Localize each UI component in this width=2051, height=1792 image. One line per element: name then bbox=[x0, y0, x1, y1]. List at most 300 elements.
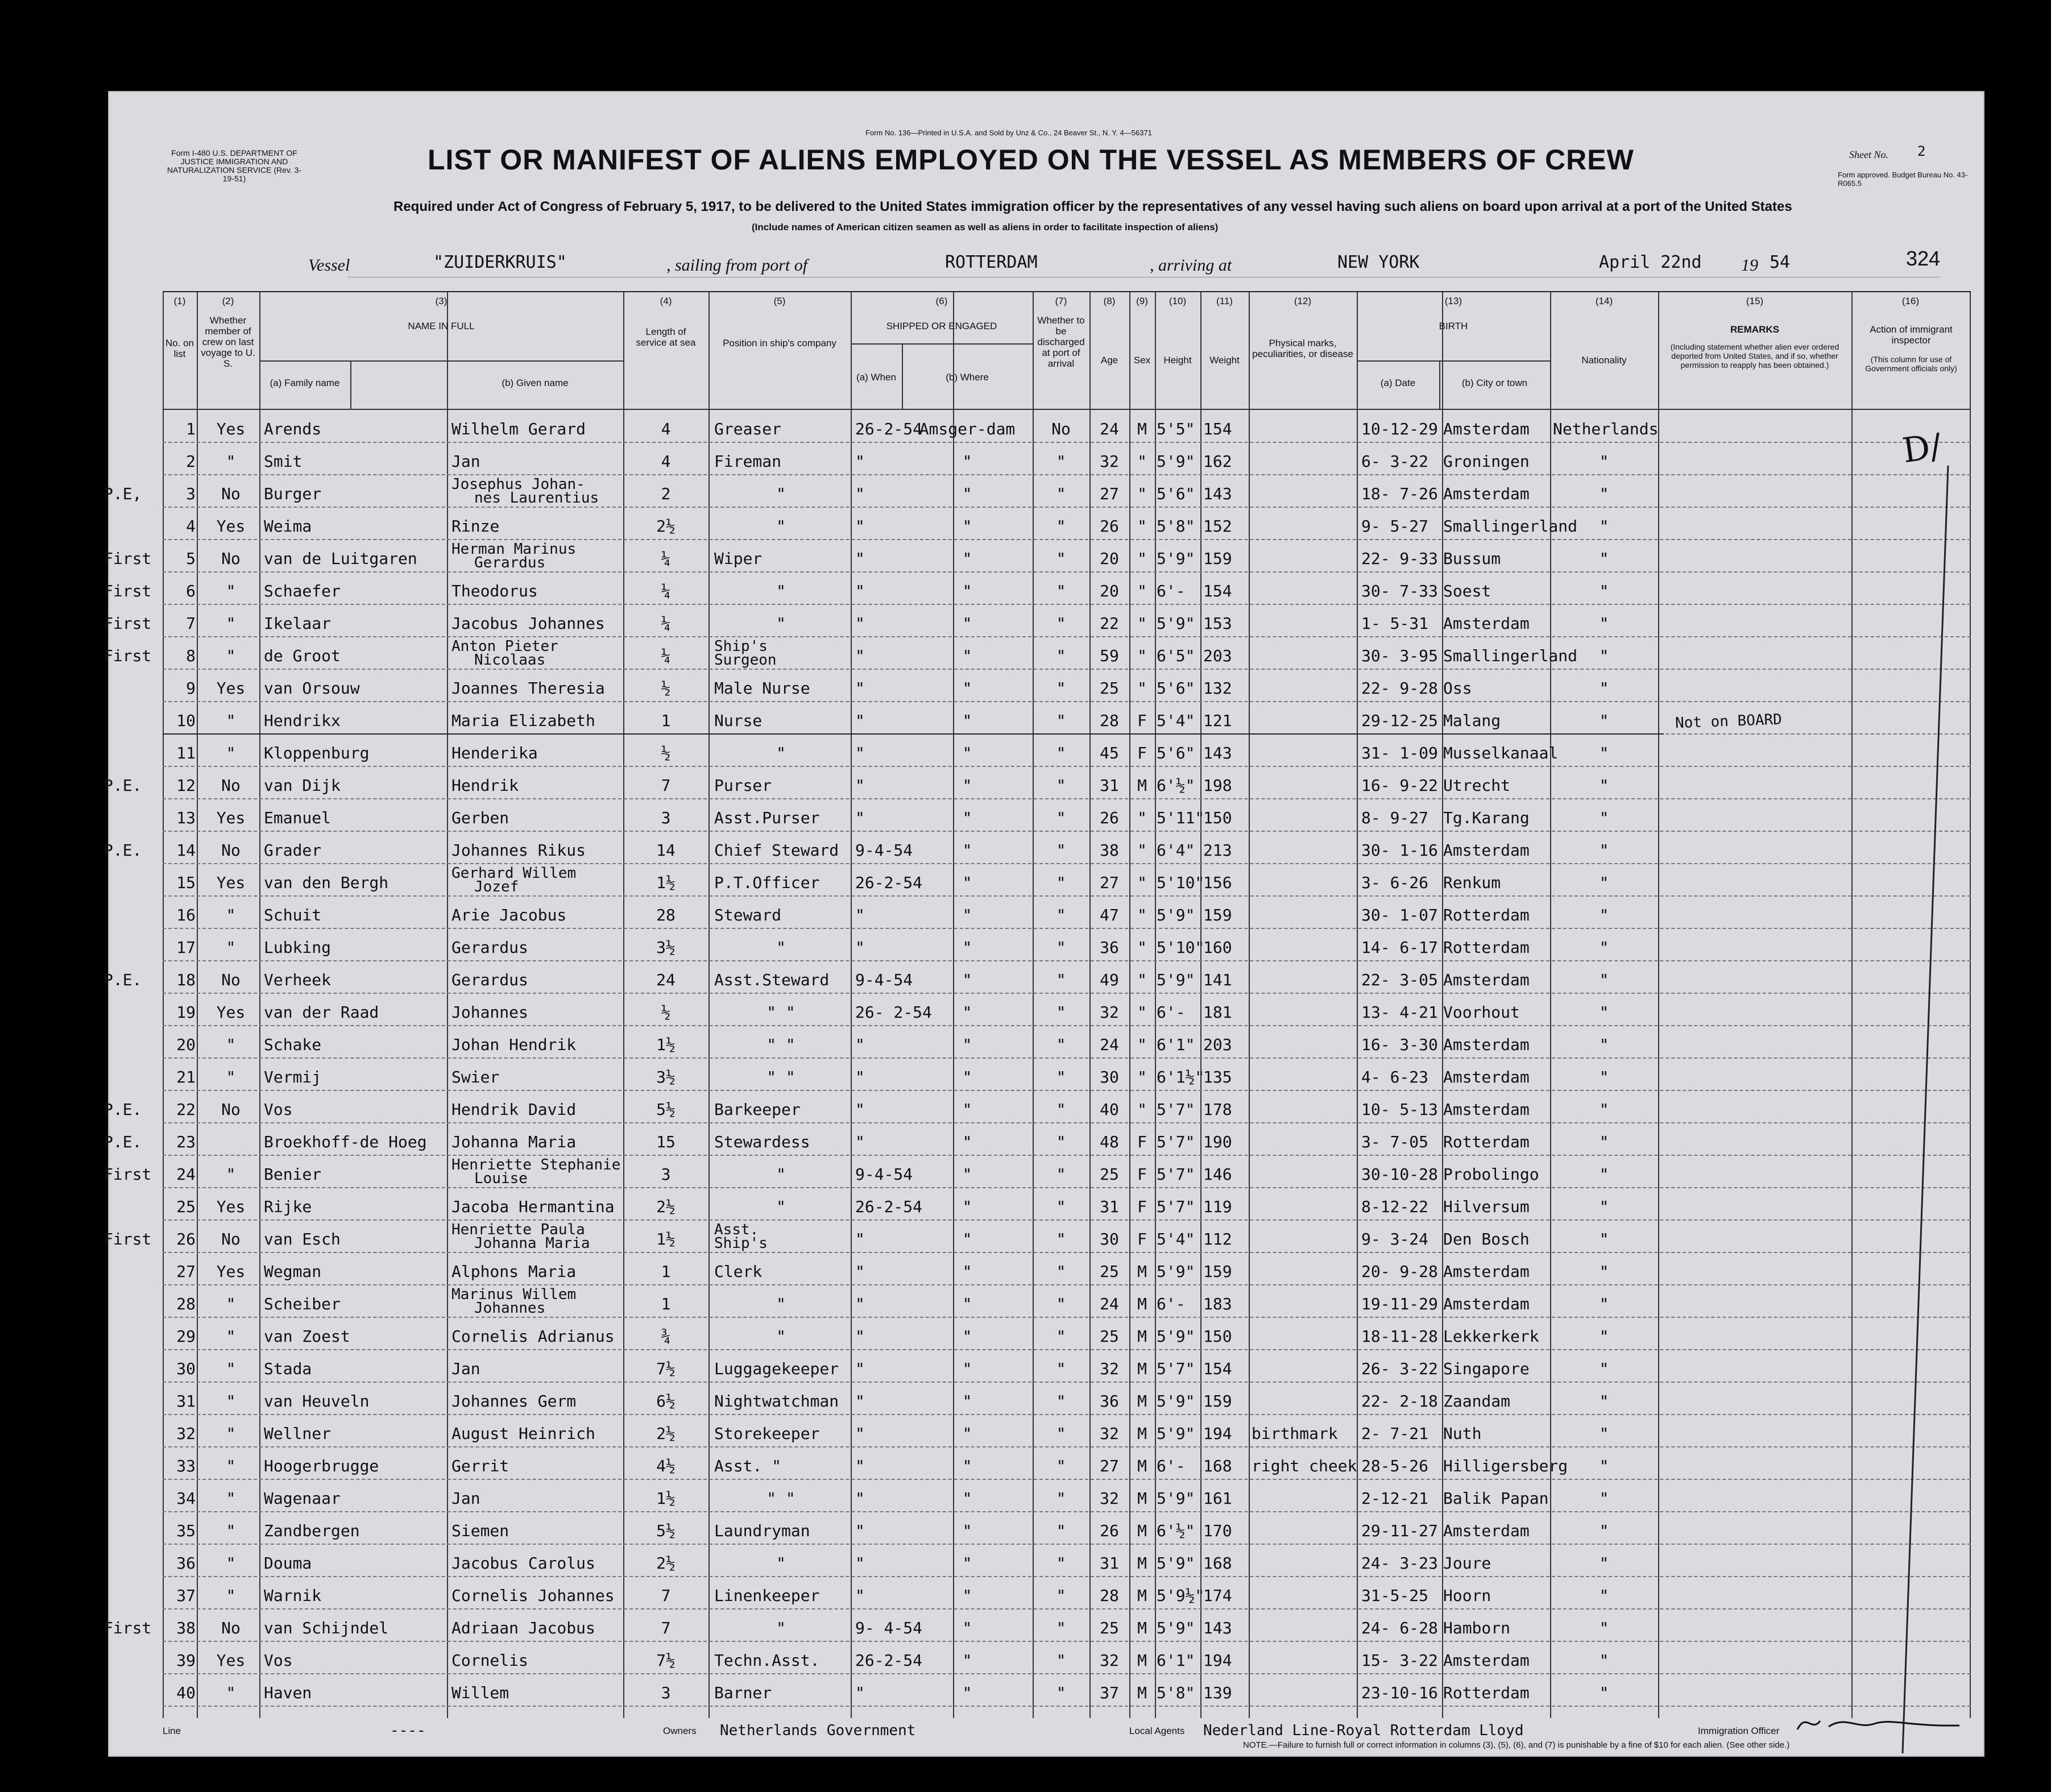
cell-sex: M bbox=[1137, 1359, 1147, 1378]
table-row bbox=[103, 1125, 1971, 1155]
cell-where: " bbox=[962, 517, 972, 536]
cell-no: 11 bbox=[176, 744, 196, 762]
cell-family-name: Arends bbox=[264, 420, 322, 438]
cell-prev-voyage: " bbox=[226, 1489, 236, 1508]
cell-family-name: van de Luitgaren bbox=[264, 549, 417, 568]
cell-position: " bbox=[776, 1197, 786, 1216]
cell-position: " bbox=[776, 1619, 786, 1637]
cell-position: Storekeeper bbox=[714, 1424, 820, 1443]
cell-sex: " bbox=[1137, 938, 1147, 957]
cell-given-name: Rinze bbox=[451, 517, 500, 536]
given-name-line-2: Louise bbox=[474, 1170, 528, 1187]
cell-nationality: " bbox=[1599, 1554, 1609, 1573]
cell-birth-date: 30- 1-16 bbox=[1361, 841, 1438, 860]
cell-sex: " bbox=[1137, 452, 1147, 471]
cell-birth-city: Bussum bbox=[1443, 549, 1501, 568]
inspector-mark: D/ bbox=[1900, 426, 1944, 471]
cell-service: 4 bbox=[661, 420, 671, 438]
cell-where: " bbox=[962, 906, 972, 924]
cell-service: 3 bbox=[661, 1165, 671, 1184]
cell-given-name: Johannes Germ bbox=[451, 1392, 577, 1411]
cell-weight: 154 bbox=[1203, 420, 1232, 438]
cell-prev-voyage: Yes bbox=[216, 1651, 246, 1670]
cell-where: " bbox=[962, 744, 972, 762]
cell-prev-voyage: " bbox=[226, 1392, 236, 1411]
cell-no: 20 bbox=[176, 1035, 196, 1054]
cell-sex: M bbox=[1137, 1424, 1147, 1443]
cell-height: 5'11" bbox=[1157, 808, 1205, 827]
cell-where: " bbox=[962, 711, 972, 730]
cell-service: 7½ bbox=[656, 1651, 676, 1670]
margin-note: First bbox=[103, 614, 152, 633]
cell-prev-voyage: Yes bbox=[216, 873, 246, 892]
cell-where: " bbox=[962, 1359, 972, 1378]
cell-prev-voyage: " bbox=[226, 1424, 236, 1443]
cell-given-name bbox=[451, 866, 576, 894]
cell-prev-voyage: " bbox=[226, 1683, 236, 1702]
cell-sex: F bbox=[1137, 1197, 1147, 1216]
cell-family-name: van Esch bbox=[264, 1230, 341, 1248]
cell-service: 2½ bbox=[656, 517, 676, 536]
cell-service: 1 bbox=[661, 1262, 671, 1281]
cell-when: " bbox=[855, 1068, 865, 1086]
cell-where: " bbox=[962, 1068, 972, 1086]
margin-note: First bbox=[103, 1619, 152, 1637]
cell-birth-date: 22- 3-05 bbox=[1361, 970, 1438, 989]
cell-no: 5 bbox=[186, 549, 196, 568]
cell-given-name: Wilhelm Gerard bbox=[451, 420, 586, 438]
cell-weight: 194 bbox=[1203, 1424, 1232, 1443]
table-row bbox=[163, 898, 1971, 928]
cell-birth-city: Soest bbox=[1443, 582, 1491, 600]
cell-given-name: Johannes Rikus bbox=[451, 841, 586, 860]
cell-nationality: " bbox=[1599, 1619, 1609, 1637]
statute-text: Required under Act of Congress of February 5, 1917, to be delivered to the United States immigration officer by the representatives of any vessel having such aliens on board upon arrival at a port of the United States bbox=[393, 199, 1792, 214]
margin-note: P.E. bbox=[103, 1133, 142, 1151]
cell-given-name: Gerben bbox=[451, 808, 509, 827]
cell-discharged: " bbox=[1056, 452, 1066, 471]
cell-where: " bbox=[962, 1554, 972, 1573]
cell-no: 24 bbox=[176, 1165, 196, 1184]
cell-service: 1½ bbox=[656, 1230, 676, 1248]
sheet-label: Sheet No. bbox=[1849, 149, 1888, 160]
cell-age: 24 bbox=[1100, 420, 1119, 438]
cell-age: 25 bbox=[1100, 1165, 1119, 1184]
agents-label: Local Agents bbox=[1129, 1725, 1185, 1736]
line-value: ---- bbox=[390, 1722, 426, 1739]
cell-when: " bbox=[855, 1392, 865, 1411]
cell-when: " bbox=[855, 1100, 865, 1119]
cell-birth-date: 30- 7-33 bbox=[1361, 582, 1438, 600]
cell-sex: " bbox=[1137, 549, 1147, 568]
stamp-number: 324 bbox=[1906, 247, 1941, 270]
cell-nationality: " bbox=[1599, 582, 1609, 600]
margin-note: First bbox=[103, 1165, 152, 1184]
cell-when: " bbox=[855, 938, 865, 957]
cell-family-name: Burger bbox=[264, 484, 322, 503]
cell-age: 49 bbox=[1100, 970, 1119, 989]
cell-sex: M bbox=[1137, 776, 1147, 795]
margin-note: First bbox=[103, 582, 152, 600]
cell-family-name: Vos bbox=[264, 1100, 293, 1119]
cell-no: 38 bbox=[176, 1619, 196, 1637]
cell-prev-voyage: No bbox=[221, 1230, 241, 1248]
cell-birth-city: Den Bosch bbox=[1443, 1230, 1530, 1248]
cell-birth-city: Balik Papan bbox=[1443, 1489, 1549, 1508]
cell-birth-date: 13- 4-21 bbox=[1361, 1003, 1438, 1022]
margin-note: First bbox=[103, 549, 152, 568]
cell-birth-city: Musselkanaal bbox=[1443, 744, 1559, 762]
col-no: No. on list bbox=[165, 338, 194, 359]
cell-no: 37 bbox=[176, 1586, 196, 1605]
cell-sex: " bbox=[1137, 1035, 1147, 1054]
cell-sex: " bbox=[1137, 1068, 1147, 1086]
cell-nationality: " bbox=[1599, 970, 1609, 989]
cell-no: 3 bbox=[186, 484, 196, 503]
col-prev-voyage: Whether member of crew on last voyage to U. S. bbox=[201, 315, 255, 369]
given-name-line-2: Jozef bbox=[474, 878, 519, 895]
cell-birth-city: Amsterdam bbox=[1443, 841, 1530, 860]
table-row bbox=[103, 1221, 1971, 1252]
cell-prev-voyage: " bbox=[226, 744, 236, 762]
cell-prev-voyage: " bbox=[226, 1521, 236, 1540]
col-num-16: (16) bbox=[1901, 296, 1920, 306]
cell-sex: M bbox=[1137, 1457, 1147, 1475]
sailing-label: , sailing from port of bbox=[666, 256, 808, 275]
cell-when: " bbox=[855, 711, 865, 730]
cell-family-name: van Schijndel bbox=[264, 1619, 389, 1637]
cell-weight: 168 bbox=[1203, 1457, 1232, 1475]
cell-nationality: " bbox=[1599, 841, 1609, 860]
cell-discharged: " bbox=[1056, 873, 1066, 892]
cell-height: 5'9" bbox=[1157, 1489, 1195, 1508]
cell-when: " bbox=[855, 1327, 865, 1346]
table-row bbox=[103, 768, 1971, 799]
department-block: Form I-480 U.S. DEPARTMENT OF JUSTICE IMMIGRATION AND NATURALIZATION SERVICE (Rev. 3-19-51) bbox=[167, 148, 302, 183]
cell-position: " " bbox=[766, 1035, 795, 1054]
col-num-2: (2) bbox=[222, 296, 234, 306]
cell-weight: 112 bbox=[1203, 1230, 1232, 1248]
cell-discharged: " bbox=[1056, 1100, 1066, 1119]
cell-weight: 203 bbox=[1203, 1035, 1232, 1054]
cell-given-name: Gerrit bbox=[451, 1457, 509, 1475]
cell-family-name: Rijke bbox=[264, 1197, 312, 1216]
cell-given-name bbox=[451, 1223, 590, 1250]
cell-no: 1 bbox=[186, 420, 196, 438]
cell-given-name: Adriaan Jacobus bbox=[451, 1619, 595, 1637]
cell-discharged: " bbox=[1056, 938, 1066, 957]
cell-nationality: " bbox=[1599, 808, 1609, 827]
table-row bbox=[163, 1481, 1971, 1512]
cell-family-name: Schaefer bbox=[264, 582, 341, 600]
margin-note: P.E. bbox=[103, 970, 142, 989]
cell-given-name: Gerardus bbox=[451, 970, 528, 989]
cell-height: 6'- bbox=[1157, 582, 1186, 600]
cell-birth-city: Amsterdam bbox=[1443, 970, 1530, 989]
cell-height: 5'4" bbox=[1157, 1230, 1195, 1248]
cell-no: 16 bbox=[176, 906, 196, 924]
cell-nationality: " bbox=[1599, 1197, 1609, 1216]
cell-weight: 159 bbox=[1203, 1392, 1232, 1411]
cell-service: 2½ bbox=[656, 1554, 676, 1573]
table-row bbox=[163, 1254, 1971, 1285]
cell-family-name: Grader bbox=[264, 841, 322, 860]
year-value: 54 bbox=[1770, 252, 1791, 272]
cell-no: 34 bbox=[176, 1489, 196, 1508]
cell-sex: " bbox=[1137, 679, 1147, 698]
cell-nationality: " bbox=[1599, 484, 1609, 503]
cell-prev-voyage: " bbox=[226, 1554, 236, 1573]
cell-when: 9-4-54 bbox=[855, 970, 913, 989]
cell-height: 5'8" bbox=[1157, 1683, 1195, 1702]
cell-discharged: " bbox=[1056, 1197, 1066, 1216]
cell-given-name: Jacobus Carolus bbox=[451, 1554, 595, 1573]
cell-position: Linenkeeper bbox=[714, 1586, 820, 1605]
cell-position: Barner bbox=[714, 1683, 772, 1702]
cell-nationality: " bbox=[1599, 549, 1609, 568]
cell-when: " bbox=[855, 1035, 865, 1054]
cell-weight: 143 bbox=[1203, 1619, 1232, 1637]
cell-given-name: Swier bbox=[451, 1068, 500, 1086]
given-name-line-1: Josephus Johan- bbox=[451, 476, 585, 493]
cell-service: 7 bbox=[661, 776, 671, 795]
cell-position: Nightwatchman bbox=[714, 1392, 839, 1411]
cell-service: 1½ bbox=[656, 1489, 676, 1508]
cell-discharged: " bbox=[1056, 614, 1066, 633]
table-row bbox=[163, 1416, 1971, 1447]
cell-birth-date: 3- 7-05 bbox=[1361, 1133, 1429, 1151]
cell-discharged: " bbox=[1056, 841, 1066, 860]
crew-table bbox=[103, 291, 1971, 1718]
cell-nationality: " bbox=[1599, 711, 1609, 730]
cell-no: 6 bbox=[186, 582, 196, 600]
cell-family-name: Vermij bbox=[264, 1068, 322, 1086]
cell-weight: 159 bbox=[1203, 906, 1232, 924]
cell-birth-date: 30- 1-07 bbox=[1361, 906, 1438, 924]
cell-family-name: Zandbergen bbox=[264, 1521, 360, 1540]
cell-sex: F bbox=[1137, 744, 1147, 762]
table-row bbox=[103, 1611, 1971, 1641]
cell-height: 5'6" bbox=[1157, 679, 1195, 698]
col-num-12: (12) bbox=[1294, 296, 1312, 306]
cell-family-name: van Zoest bbox=[264, 1327, 350, 1346]
cell-age: 59 bbox=[1100, 646, 1119, 665]
cell-family-name: van der Raad bbox=[264, 1003, 379, 1022]
cell-birth-date: 22- 9-33 bbox=[1361, 549, 1438, 568]
col-when: (a) When bbox=[856, 372, 896, 383]
cell-weight: 213 bbox=[1203, 841, 1232, 860]
cell-sex: M bbox=[1137, 1262, 1147, 1281]
cell-when: " bbox=[855, 549, 865, 568]
col-num-7: (7) bbox=[1055, 296, 1067, 306]
cell-family-name: Wagenaar bbox=[264, 1489, 341, 1508]
cell-birth-city: Oss bbox=[1443, 679, 1472, 698]
cell-height: 6'- bbox=[1157, 1295, 1186, 1313]
cell-where: " bbox=[962, 938, 972, 957]
cell-age: 25 bbox=[1100, 1327, 1119, 1346]
vessel-label: Vessel bbox=[308, 256, 350, 275]
cell-sex: M bbox=[1137, 1295, 1147, 1313]
cell-no: 15 bbox=[176, 873, 196, 892]
cell-nationality: " bbox=[1599, 938, 1609, 957]
table-row bbox=[163, 1287, 1971, 1317]
cell-where: " bbox=[962, 1457, 972, 1475]
col-num-8: (8) bbox=[1103, 296, 1116, 306]
cell-height: 5'7" bbox=[1157, 1133, 1195, 1151]
cell-height: 5'9" bbox=[1157, 970, 1195, 989]
cell-when: " bbox=[855, 1133, 865, 1151]
cell-sex: M bbox=[1137, 1683, 1147, 1702]
cell-birth-city: Amsterdam bbox=[1443, 1262, 1530, 1281]
table-row bbox=[163, 1449, 1971, 1479]
cell-where: " bbox=[962, 614, 972, 633]
cell-given-name bbox=[451, 1288, 576, 1315]
given-name-line-1: Herman Marinus bbox=[451, 541, 577, 558]
cell-where: " bbox=[962, 841, 972, 860]
position-line-1: Ship's bbox=[714, 638, 768, 655]
cell-birth-date: 20- 9-28 bbox=[1361, 1262, 1438, 1281]
cell-position: " bbox=[776, 938, 786, 957]
cell-height: 5'9½" bbox=[1157, 1586, 1205, 1605]
cell-weight: 150 bbox=[1203, 1327, 1232, 1346]
cell-where: " bbox=[962, 1165, 972, 1184]
cell-prev-voyage: " bbox=[226, 938, 236, 957]
cell-service: 28 bbox=[656, 906, 676, 924]
cell-height: 5'9" bbox=[1157, 1424, 1195, 1443]
cell-family-name: Ikelaar bbox=[264, 614, 332, 633]
cell-discharged: No bbox=[1051, 420, 1071, 438]
cell-when: " bbox=[855, 679, 865, 698]
cell-no: 28 bbox=[176, 1295, 196, 1313]
cell-nationality: " bbox=[1599, 1359, 1609, 1378]
cell-no: 40 bbox=[176, 1683, 196, 1702]
manifest-sheet bbox=[103, 91, 1984, 1757]
cell-height: 5'9" bbox=[1157, 1327, 1195, 1346]
cell-where: " bbox=[962, 970, 972, 989]
col-nationality: Nationality bbox=[1581, 355, 1627, 366]
given-name-line-1: Anton Pieter bbox=[451, 638, 558, 655]
given-name-line-2: Johannes bbox=[474, 1300, 546, 1317]
cell-age: 48 bbox=[1100, 1133, 1119, 1151]
cell-weight: 139 bbox=[1203, 1683, 1232, 1702]
cell-discharged: " bbox=[1056, 582, 1066, 600]
cell-weight: 162 bbox=[1203, 452, 1232, 471]
cell-service: 1 bbox=[661, 711, 671, 730]
cell-discharged: " bbox=[1056, 1683, 1066, 1702]
cell-sex: M bbox=[1137, 1554, 1147, 1573]
cell-nationality: " bbox=[1599, 1165, 1609, 1184]
cell-family-name: Scheiber bbox=[264, 1295, 341, 1313]
cell-service: 14 bbox=[656, 841, 676, 860]
cell-marks: right cheek bbox=[1252, 1457, 1357, 1475]
cell-given-name: Arie Jacobus bbox=[451, 906, 567, 924]
cell-birth-date: 28-5-26 bbox=[1361, 1457, 1429, 1475]
cell-no: 17 bbox=[176, 938, 196, 957]
cell-given-name: Henderika bbox=[451, 744, 538, 762]
cell-position: P.T.Officer bbox=[714, 873, 820, 892]
cell-prev-voyage: " bbox=[226, 906, 236, 924]
arrival-port: NEW YORK bbox=[1337, 252, 1420, 272]
cell-service: ¾ bbox=[661, 1327, 671, 1346]
cell-height: 5'8" bbox=[1157, 517, 1195, 536]
table-row bbox=[103, 833, 1971, 864]
cell-where: " bbox=[962, 1133, 972, 1151]
cell-prev-voyage: " bbox=[226, 1586, 236, 1605]
table-row bbox=[163, 1027, 1971, 1058]
cell-given-name: August Heinrich bbox=[451, 1424, 595, 1443]
cell-birth-date: 26- 3-22 bbox=[1361, 1359, 1438, 1378]
cell-height: 6'½" bbox=[1157, 776, 1195, 795]
cell-age: 47 bbox=[1100, 906, 1119, 924]
cell-given-name: Johannes bbox=[451, 1003, 528, 1022]
cell-discharged: " bbox=[1056, 1424, 1066, 1443]
table-row bbox=[163, 930, 1971, 961]
cell-position: " " bbox=[766, 1068, 795, 1086]
cell-birth-city: Amsterdam bbox=[1443, 484, 1530, 503]
cell-when: " bbox=[855, 1424, 865, 1443]
cell-weight: 121 bbox=[1203, 711, 1232, 730]
col-remarks: REMARKS bbox=[1730, 324, 1779, 335]
cell-where: " bbox=[962, 1100, 972, 1119]
cell-birth-date: 18-11-28 bbox=[1361, 1327, 1438, 1346]
col-num-1: (1) bbox=[173, 296, 186, 306]
cell-no: 13 bbox=[176, 808, 196, 827]
cell-service: ½ bbox=[661, 1003, 671, 1022]
cell-weight: 190 bbox=[1203, 1133, 1232, 1151]
cell-when: " bbox=[855, 1586, 865, 1605]
cell-position: Male Nurse bbox=[714, 679, 810, 698]
sheet-number: 2 bbox=[1917, 143, 1926, 159]
cell-where: " bbox=[962, 484, 972, 503]
cell-no: 36 bbox=[176, 1554, 196, 1573]
table-row bbox=[163, 1546, 1971, 1577]
cell-position: Chief Steward bbox=[714, 841, 839, 860]
cell-birth-date: 22- 2-18 bbox=[1361, 1392, 1438, 1411]
cell-height: 6'- bbox=[1157, 1457, 1186, 1475]
cell-where: " bbox=[962, 452, 972, 471]
cell-nationality: " bbox=[1599, 614, 1609, 633]
cell-when: 9- 4-54 bbox=[855, 1619, 923, 1637]
cell-family-name: Kloppenburg bbox=[264, 744, 370, 762]
cell-when: " bbox=[855, 1295, 865, 1313]
cell-discharged: " bbox=[1056, 1230, 1066, 1248]
cell-where: " bbox=[962, 1521, 972, 1540]
cell-birth-date: 18- 7-26 bbox=[1361, 484, 1438, 503]
cell-birth-date: 31- 1-09 bbox=[1361, 744, 1438, 762]
cell-given-name: Jan bbox=[451, 1489, 480, 1508]
cell-family-name: Schake bbox=[264, 1035, 322, 1054]
cell-prev-voyage: " bbox=[226, 1295, 236, 1313]
cell-sex: M bbox=[1137, 1392, 1147, 1411]
cell-position: Techn.Asst. bbox=[714, 1651, 820, 1670]
cell-discharged: " bbox=[1056, 484, 1066, 503]
line-label: Line bbox=[163, 1725, 181, 1736]
cell-no: 22 bbox=[176, 1100, 196, 1119]
cell-height: 5'10" bbox=[1157, 873, 1205, 892]
cell-discharged: " bbox=[1056, 744, 1066, 762]
cell-age: 40 bbox=[1100, 1100, 1119, 1119]
cell-nationality: " bbox=[1599, 1133, 1609, 1151]
cell-family-name: Lubking bbox=[264, 938, 332, 957]
cell-birth-date: 2- 7-21 bbox=[1361, 1424, 1429, 1443]
cell-discharged: " bbox=[1056, 1619, 1066, 1637]
cell-given-name: Hendrik bbox=[451, 776, 519, 795]
cell-weight: 181 bbox=[1203, 1003, 1232, 1022]
cell-birth-city: Hoorn bbox=[1443, 1586, 1491, 1605]
cell-position: Clerk bbox=[714, 1262, 763, 1281]
cell-where: " bbox=[962, 808, 972, 827]
cell-given-name: Theodorus bbox=[451, 582, 538, 600]
